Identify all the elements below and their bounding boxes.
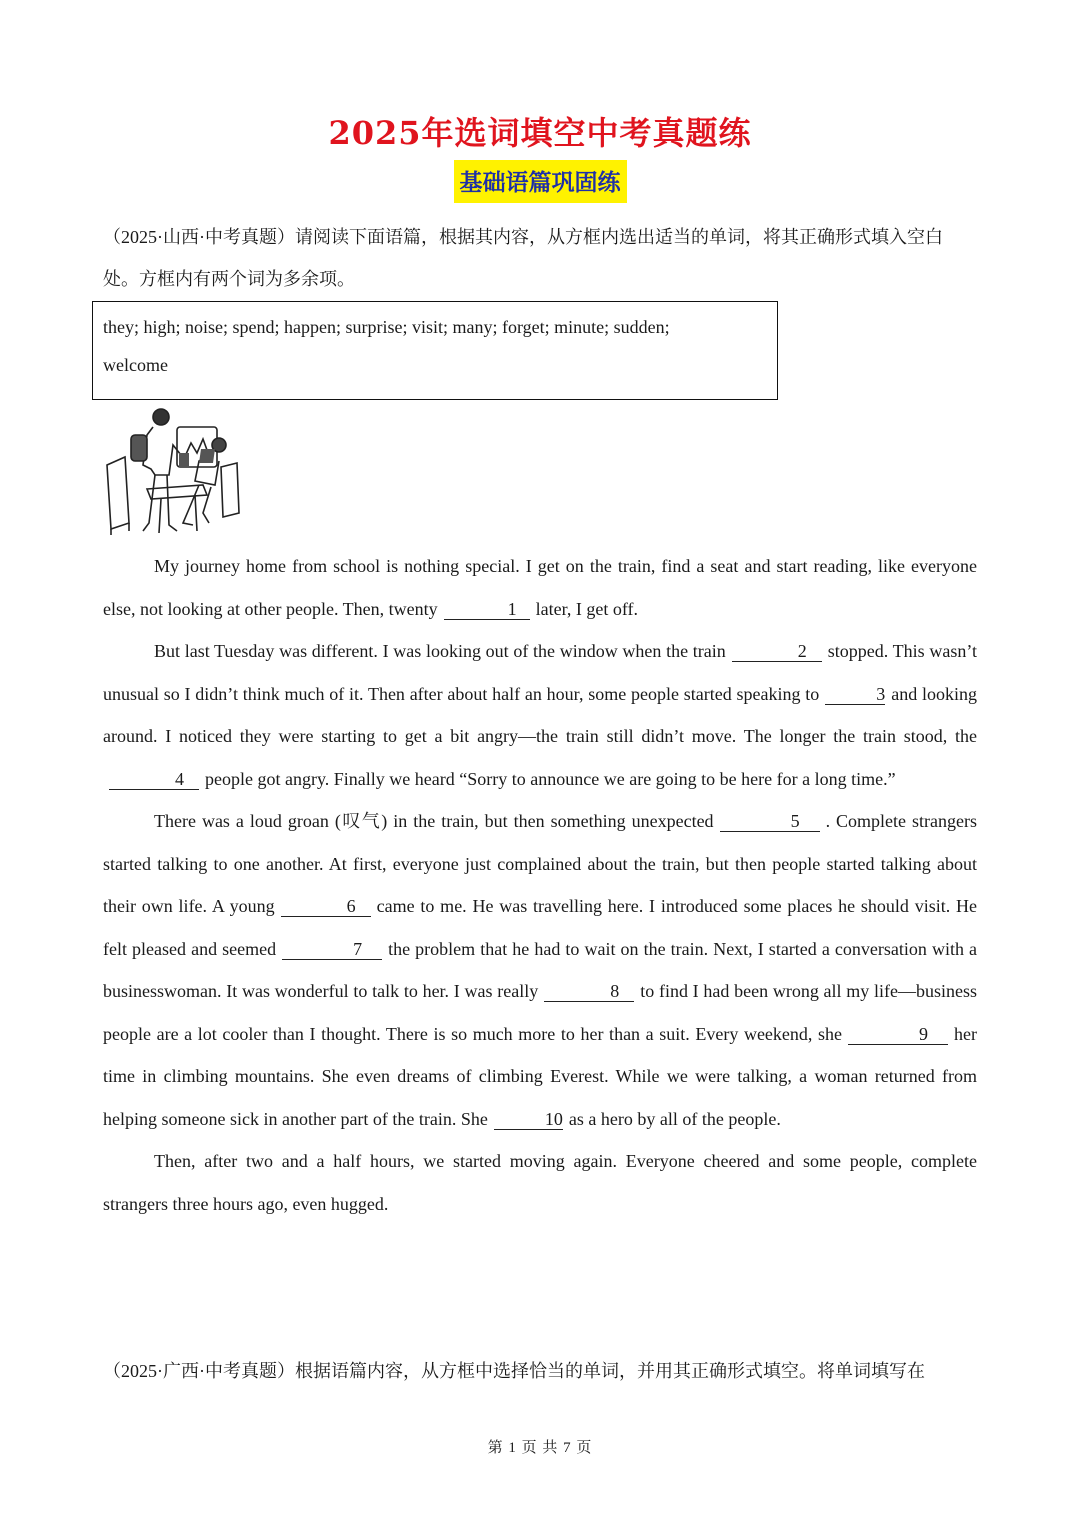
blank-10[interactable]: 10 [494,1109,563,1130]
question-2-intro: （2025·广西·中考真题）根据语篇内容，从方框中选择恰当的单词，并用其正确形式填空。将单词填写在 [103,1361,925,1381]
paragraph-3 [103,800,977,1140]
paragraph-text: to find I had been wrong all my life—business people are a lot cooler than I thought. There is so much more to her than a suit. Every weekend, she [103,981,977,1044]
paragraph-text: came to me. He was travelling here. I introduced some places he should visit. He felt pleased and seemed [103,896,977,959]
word-box [92,301,778,400]
blank-3[interactable]: 3 [825,684,885,705]
paragraph-1 [103,545,977,630]
paragraph-text: people got angry. Finally we heard “Sorry to announce we are going to be here for a long time.” [205,768,896,789]
paragraph-text: her time in climbing mountains. She even dreams of climbing Everest. While we were talking, a woman returned from helping someone sick in another part of the train. She [103,1023,977,1129]
paragraph-text: There was a loud groan (叹气) in the train, but then something unexpected [154,811,714,831]
paragraph-text: later, I get off. [535,598,638,619]
blank-6[interactable]: 6 [281,896,371,917]
blank-4[interactable]: 4 [109,769,199,790]
passage [103,545,977,1225]
word-box-line-2: welcome [103,355,168,375]
paragraph-2 [103,630,977,800]
blank-7[interactable]: 7 [282,939,382,960]
paragraph-text: and looking around. I noticed they were starting to get a bit angry—the train still didn’t move. The longer the train stood, the [103,683,977,746]
paragraph-text: as a hero by all of the people. [568,1108,781,1129]
page-title: 2025年选词填空中考真题练 [328,114,752,152]
paragraph-text: My journey home from school is nothing special. I get on the train, find a seat and start reading, like everyone else, not looking at other people. Then, twenty [103,556,977,619]
word-box-line-1: they; high; noise; spend; happen; surprise; visit; many; forget; minute; sudden; [103,317,670,337]
train-conversation-illustration [103,405,243,540]
subtitle-wrap [0,160,1080,203]
section-subtitle: 基础语篇巩固练 [454,160,627,203]
paragraph-4 [103,1140,977,1225]
blank-5[interactable]: 5 [720,811,820,832]
question-1-intro: （2025·山西·中考真题）请阅读下面语篇，根据其内容，从方框内选出适当的单词，将其正确形式填入空白处。方框内有两个词为多余项。 [103,227,943,289]
paragraph-text: But last Tuesday was different. I was looking out of the window when the train [154,641,726,661]
paragraph-text: the problem that he had to wait on the train. Next, I started a conversation with a businesswoman. It was wonderful to talk to her. I was really [103,938,978,1001]
paragraph-text: Then, after two and a half hours, we started moving again. Everyone cheered and some people, complete strangers three hours ago, even hugged. [103,1151,977,1214]
page-footer: 第 1 页 共 7 页 [487,1440,593,1456]
blank-2[interactable]: 2 [732,641,822,662]
blank-1[interactable]: 1 [444,599,530,620]
paragraph-text: . Complete strangers started talking to one another. At first, everyone just complained about the train, but then people started talking about their own life. A young [103,811,977,916]
blank-8[interactable]: 8 [544,981,634,1002]
blank-9[interactable]: 9 [848,1024,948,1045]
paragraph-text: stopped. This wasn’t unusual so I didn’t think much of it. Then after about half an hour, some people started speaking to [103,641,977,704]
